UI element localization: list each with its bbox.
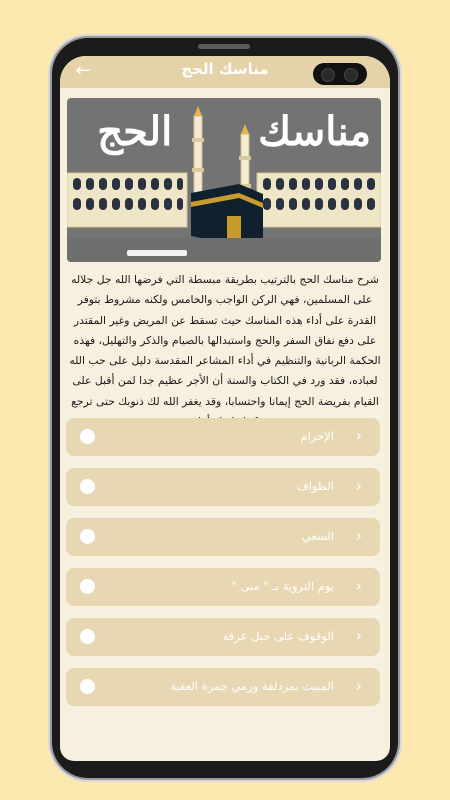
banner-image bbox=[67, 98, 381, 262]
chevron-right-icon: › bbox=[355, 476, 362, 495]
radio-circle-icon[interactable] bbox=[80, 479, 95, 494]
banner-title bbox=[97, 108, 371, 155]
list-item-muzdalifah[interactable] bbox=[66, 668, 380, 706]
list-item-tawaf[interactable] bbox=[66, 468, 380, 506]
chevron-right-icon: › bbox=[355, 676, 362, 695]
list-item-arafah[interactable] bbox=[66, 618, 380, 656]
chevron-right-icon: › bbox=[355, 426, 362, 445]
list-item-label: الإحرام bbox=[300, 429, 334, 443]
phone-speaker bbox=[198, 44, 250, 49]
app-title: مناسك الحج bbox=[181, 60, 269, 78]
description-text: شرح مناسك الحج بالترتيب بطريقة مبسطة التي فرضها الله جل جلاله على المسلمين، فهي الركن الواجب والخامس ولكنه مشروط بتوفر القدرة على أداء هذه المناسك حيث تسقط عن المريض وغير المقتدر على دفع نفاق السفر والحج واستبدالها بالصيام والذكر والتهليل، فهذه الحكمة الربانية والتنظيم في أداء المشاعر المقدسة دليل على حب الله لعباده، فقد ورد في الكتاب والسنة أن الأجر عظيم جدا لمن أقبل على القيام بفريضة الحج إيمانا واحتسابا، وقد يغفر الله لك ذنوبك حتى ترجع bbox=[69, 273, 381, 408]
back-arrow-icon[interactable]: ← bbox=[75, 60, 91, 81]
front-camera bbox=[313, 63, 367, 85]
chevron-right-icon: › bbox=[355, 626, 362, 645]
radio-circle-icon[interactable] bbox=[80, 579, 95, 594]
radio-circle-icon[interactable] bbox=[80, 429, 95, 444]
chevron-right-icon: › bbox=[355, 526, 362, 545]
app-screen bbox=[60, 56, 390, 761]
app-bar bbox=[60, 56, 390, 88]
banner-title-line1: مناسك bbox=[258, 108, 371, 155]
radio-circle-icon[interactable] bbox=[80, 529, 95, 544]
list-item-label: يوم التروية بـ " منى " bbox=[231, 579, 334, 593]
list-item-label: السعي bbox=[301, 529, 334, 543]
list-item-label: الوقوف على جبل عرفة bbox=[222, 629, 334, 643]
list-item-ihram[interactable] bbox=[66, 418, 380, 456]
list-item-tarwiyah[interactable] bbox=[66, 568, 380, 606]
list-item-sai[interactable] bbox=[66, 518, 380, 556]
radio-circle-icon[interactable] bbox=[80, 679, 95, 694]
list-item-label: المبيت بمزدلفة ورمي جمرة العقبة bbox=[170, 679, 334, 693]
chevron-right-icon: › bbox=[355, 576, 362, 595]
banner-title-line2: الحج bbox=[97, 108, 173, 155]
radio-circle-icon[interactable] bbox=[80, 629, 95, 644]
list-item-label: الطواف bbox=[296, 479, 334, 493]
